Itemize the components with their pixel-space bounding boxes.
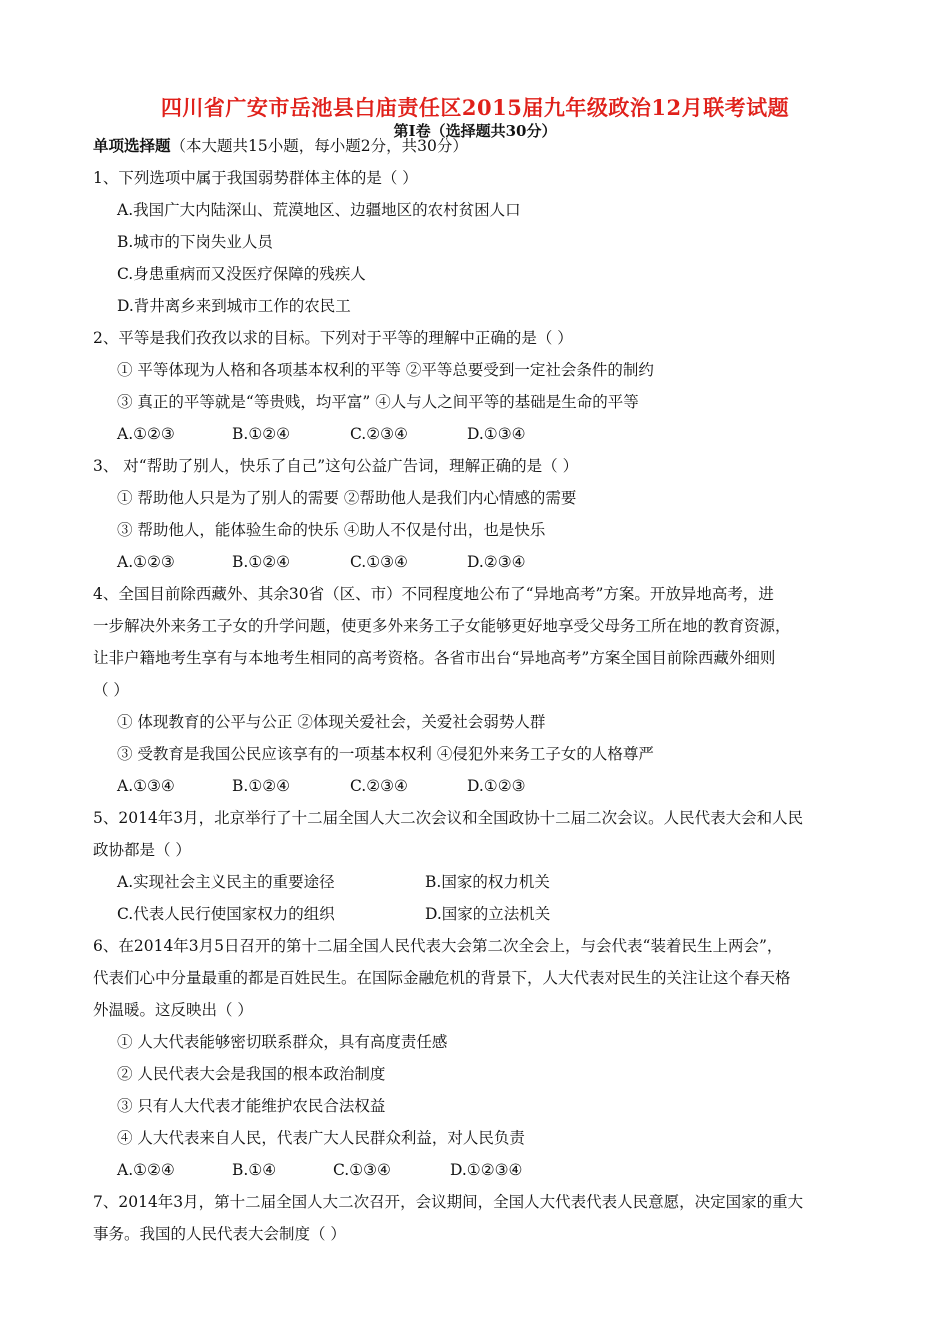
question-1-stem: 1、下列选项中属于我国弱势群体主体的是（ ） — [93, 169, 418, 187]
question-6-statement-4: ④ 人大代表来自人民，代表广大人民群众利益，对人民负责 — [117, 1129, 525, 1147]
question-3-option-c: C.①③④ — [350, 553, 408, 571]
question-6-option-c: C.①③④ — [333, 1161, 391, 1179]
question-2-option-d: D.①③④ — [467, 425, 526, 443]
question-2-option-a: A.①②③ — [117, 425, 175, 443]
question-6-stem-line-3: 外温暖。这反映出（ ） — [93, 1001, 253, 1019]
question-6-option-b: B.①④ — [232, 1161, 277, 1179]
question-6-option-d: D.①②③④ — [450, 1161, 523, 1179]
question-2-option-b: B.①②④ — [232, 425, 291, 443]
question-4-statement-line-1: ① 体现教育的公平与公正 ②体现关爱社会，关爱社会弱势人群 — [117, 713, 546, 731]
question-1-option-c: C.身患重病而又没医疗保障的残疾人 — [117, 265, 366, 283]
section-note: （本大题共15小题，每小题2分，共30分） — [170, 137, 468, 155]
question-1-option-a: A.我国广大内陆深山、荒漠地区、边疆地区的农村贫困人口 — [117, 201, 521, 219]
page-title: 四川省广安市岳池县白庙责任区2015届九年级政治12月联考试题 — [160, 95, 790, 120]
question-3-option-b: B.①②④ — [232, 553, 291, 571]
question-5-stem-line-1: 5、2014年3月，北京举行了十二届全国人大二次会议和全国政协十二届二次会议。人民代表大会和人民 — [93, 809, 804, 827]
question-5-stem-line-2: 政协都是（ ） — [93, 841, 191, 859]
question-7-stem-line-2: 事务。我国的人民代表大会制度（ ） — [93, 1225, 346, 1243]
section-header — [93, 136, 468, 156]
question-7-stem-line-1: 7、2014年3月，第十二届全国人大二次召开，会议期间，全国人大代表代表人民意愿，决定国家的重大 — [93, 1193, 804, 1211]
question-4-option-a: A.①③④ — [117, 777, 175, 795]
question-1-option-b: B.城市的下岗失业人员 — [117, 233, 273, 251]
question-4-option-b: B.①②④ — [232, 777, 291, 795]
question-4-stem-line-4: （ ） — [93, 681, 129, 699]
question-6-option-a: A.①②④ — [117, 1161, 175, 1179]
question-2-statement-line-2: ③ 真正的平等就是“等贵贱，均平富” ④人与人之间平等的基础是生命的平等 — [117, 393, 639, 411]
question-1-option-d: D.背井离乡来到城市工作的农民工 — [117, 297, 351, 315]
question-3-statement-line-2: ③ 帮助他人，能体验生命的快乐 ④助人不仅是付出，也是快乐 — [117, 521, 546, 539]
question-3-statement-line-1: ① 帮助他人只是为了别人的需要 ②帮助他人是我们内心情感的需要 — [117, 489, 577, 507]
question-4-stem-line-3: 让非户籍地考生享有与本地考生相同的高考资格。各省市出台“异地高考”方案全国目前除西藏外细则 — [93, 649, 776, 667]
paper-section-heading: 第Ⅰ卷（选择题共30分） — [393, 122, 557, 140]
question-4-stem-line-2: 一步解决外来务工子女的升学问题，使更多外来务工子女能够更好地享受父母务工所在地的教育资源， — [93, 617, 791, 635]
question-6-stem-line-1: 6、在2014年3月5日召开的第十二届全国人民代表大会第二次全会上，与会代表“装着民生上两会”， — [93, 937, 783, 955]
question-3-option-d: D.②③④ — [467, 553, 526, 571]
question-2-option-c: C.②③④ — [350, 425, 408, 443]
question-4-stem-line-1: 4、全国目前除西藏外、其余30省（区、市）不同程度地公布了“异地高考”方案。开放异地高考，进 — [93, 585, 774, 603]
question-5-option-d: D.国家的立法机关 — [425, 905, 551, 923]
question-6-statement-3: ③ 只有人大代表才能维护农民合法权益 — [117, 1097, 386, 1115]
question-5-option-a: A.实现社会主义民主的重要途径 — [117, 873, 335, 891]
question-2-stem: 2、平等是我们孜孜以求的目标。下列对于平等的理解中正确的是（ ） — [93, 329, 573, 347]
question-4-statement-line-2: ③ 受教育是我国公民应该享有的一项基本权利 ④侵犯外来务工子女的人格尊严 — [117, 745, 654, 763]
question-4-option-c: C.②③④ — [350, 777, 408, 795]
question-6-statement-2: ② 人民代表大会是我国的根本政治制度 — [117, 1065, 386, 1083]
question-5-option-b: B.国家的权力机关 — [425, 873, 550, 891]
question-6-statement-1: ① 人大代表能够密切联系群众，具有高度责任感 — [117, 1033, 448, 1051]
question-4-option-d: D.①②③ — [467, 777, 526, 795]
question-5-option-c: C.代表人民行使国家权力的组织 — [117, 905, 335, 923]
section-title: 单项选择题 — [93, 136, 171, 155]
question-2-statement-line-1: ① 平等体现为人格和各项基本权利的平等 ②平等总要受到一定社会条件的制约 — [117, 361, 654, 379]
question-3-stem: 3、 对“帮助了别人，快乐了自己”这句公益广告词，理解正确的是（ ） — [93, 457, 579, 475]
question-6-stem-line-2: 代表们心中分量最重的都是百姓民生。在国际金融危机的背景下，人大代表对民生的关注让这个春天格 — [93, 969, 791, 987]
question-3-option-a: A.①②③ — [117, 553, 175, 571]
